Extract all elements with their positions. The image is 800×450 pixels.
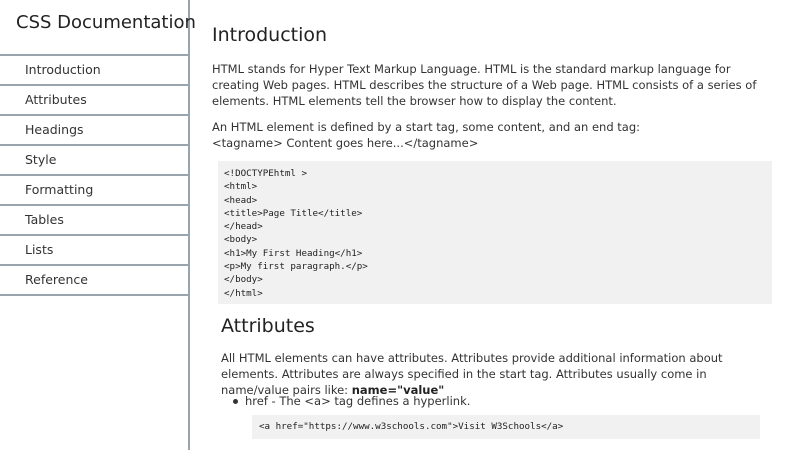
nav-item-formatting[interactable]: Formatting [0, 176, 188, 206]
attributes-text: All HTML elements can have attributes. Attributes provide additional information about elements. Attributes are always specified in the start tag. Attributes usually come in name/value pairs like: [221, 351, 723, 397]
html-code-example [218, 161, 772, 304]
attributes-heading: Attributes [221, 315, 315, 337]
code-line: <body> [224, 234, 258, 246]
nav-item-lists[interactable]: Lists [0, 236, 188, 266]
code-line: <!DOCTYPEhtml > [224, 168, 307, 179]
introduction-heading: Introduction [212, 24, 328, 46]
code-line: </html> [224, 287, 263, 299]
code-line: <p>My first paragraph.</p> [224, 261, 368, 273]
code-line: <h1>My First Heading</h1> [224, 247, 363, 259]
code-line: </head> [224, 221, 263, 233]
tag-syntax-example: <tagname> Content goes here...</tagname> [212, 136, 479, 150]
nav-item-tables[interactable]: Tables [0, 206, 188, 236]
code-line: <title>Page Title</title> [224, 207, 363, 219]
element-definition-text: An HTML element is defined by a start tag, some content, and an end tag: [212, 120, 641, 134]
nav-item-headings[interactable]: Headings [0, 116, 188, 146]
introduction-paragraph: HTML stands for Hyper Text Markup Language. HTML is the standard markup language for creating Web pages. HTML describes the structure of a Web page. HTML consists of a series of elements. HTML elements tell the browser how to display the content. [212, 62, 757, 108]
nav-list [0, 56, 188, 296]
sidebar-title: CSS Documentation [0, 0, 188, 56]
list-item [245, 394, 470, 408]
nav-item-style[interactable]: Style [0, 146, 188, 176]
nav-item-introduction[interactable]: Introduction [0, 56, 188, 86]
element-definition-paragraph [212, 119, 768, 151]
anchor-code-example: <a href="https://www.w3schools.com">Visit W3Schools</a> [252, 415, 760, 439]
code-line: <html> [224, 181, 258, 193]
code-line: <head> [224, 194, 258, 206]
list-item-text: href - The <a> tag defines a hyperlink. [245, 394, 471, 408]
attributes-paragraph [221, 350, 766, 398]
bullet-icon [233, 399, 238, 404]
code-line: </body> [224, 274, 263, 286]
sidebar [0, 0, 196, 450]
nav-item-attributes[interactable]: Attributes [0, 86, 188, 116]
name-value-example: name="value" [351, 383, 445, 397]
nav-item-reference[interactable]: Reference [0, 266, 188, 296]
main-content [212, 0, 772, 450]
